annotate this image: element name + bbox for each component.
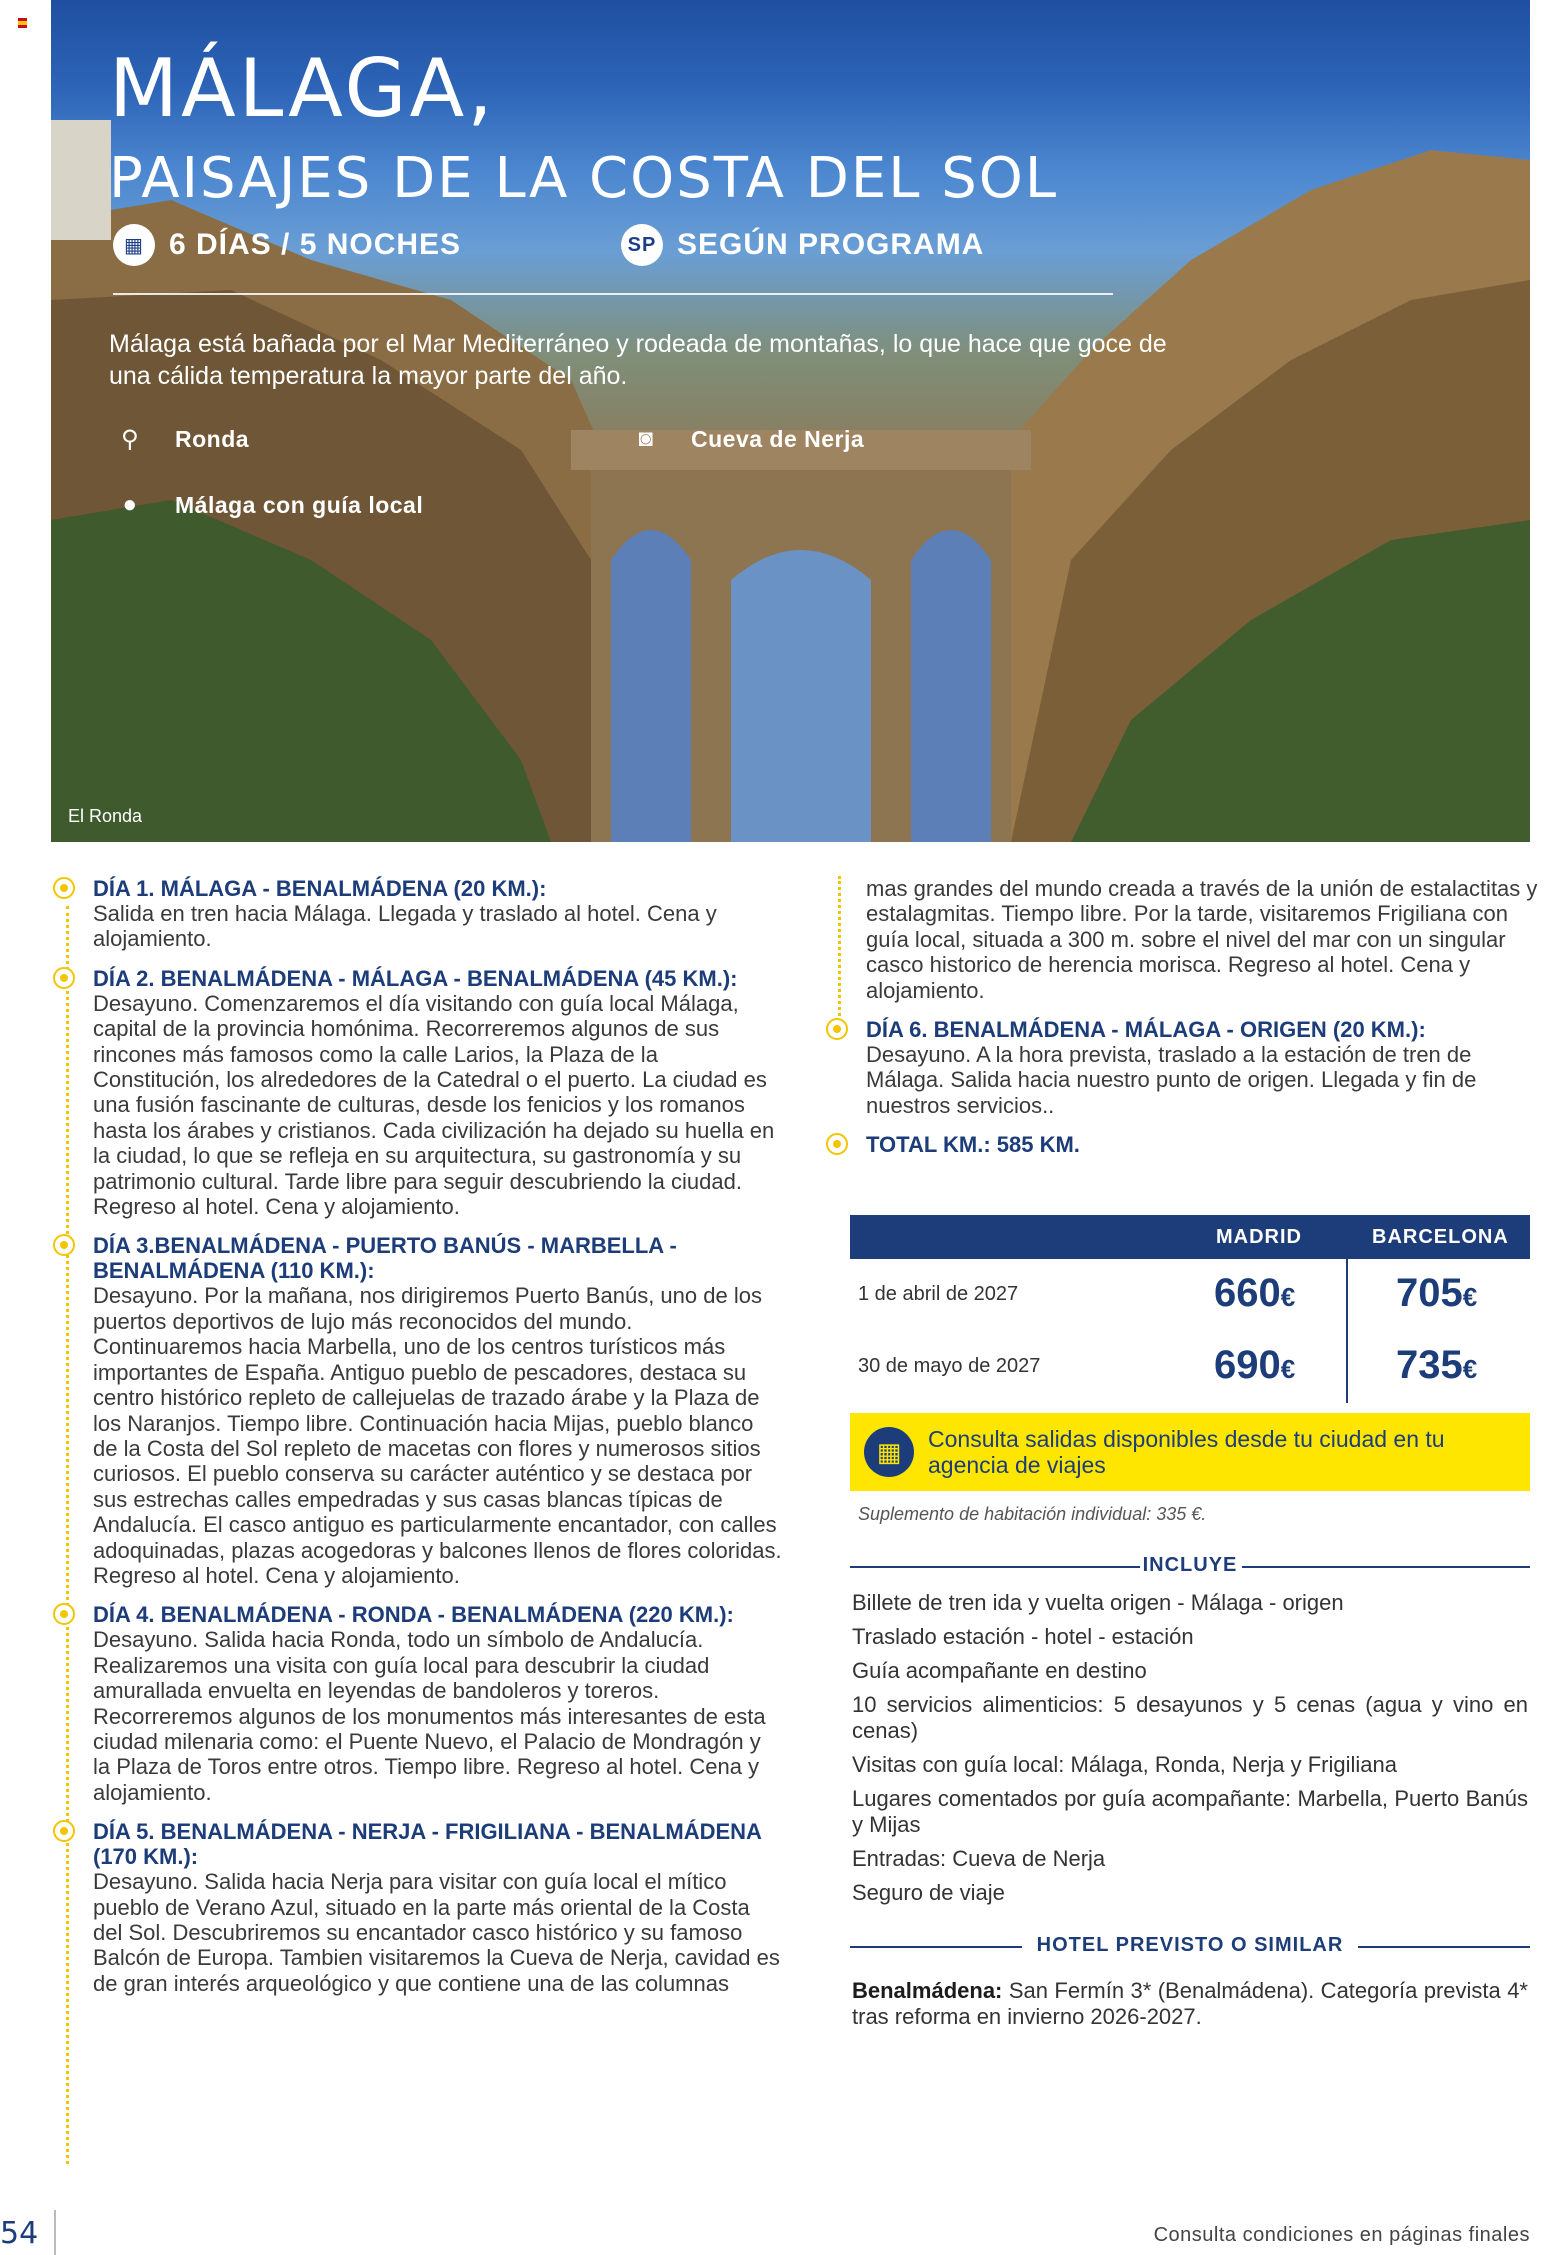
itinerary-day-4 [93, 1602, 783, 1805]
price-madrid: 690€ [1214, 1343, 1296, 1387]
highlight-malaga-guide [113, 488, 423, 522]
notice-text: Consulta salidas disponibles desde tu ciudad en tu agencia de viajes [928, 1426, 1445, 1478]
column-barcelona: BARCELONA [1372, 1226, 1509, 1248]
day-title: DÍA 3.BENALMÁDENA - PUERTO BANÚS - MARBELLA - BENALMÁDENA (110 KM.): [93, 1233, 677, 1284]
timeline-bullet-icon [826, 1018, 848, 1040]
speech-bubble-icon: ● [122, 491, 138, 518]
includes-item: Entradas: Cueva de Nerja [852, 1846, 1106, 1871]
includes-item: Lugares comentados por guía acompañante: Marbella, Puerto Banús y Mijas [852, 1786, 1528, 1837]
highlight-ronda [113, 422, 249, 456]
price-table-divider [1346, 1259, 1348, 1403]
hero-subtitle: PAISAJES DE LA COSTA DEL SOL [109, 146, 1059, 211]
departures-notice [850, 1413, 1530, 1491]
regime-label: SEGÚN PROGRAMA [677, 228, 985, 261]
day-title: DÍA 6. BENALMÁDENA - MÁLAGA - ORIGEN (20 KM.): [866, 1017, 1426, 1043]
day-text: Desayuno. Comenzaremos el día visitando con guía local Málaga, capital de la provincia homónima. Recorreremos algunos de sus rincones más famosos como la calle Larios, la Plaza de la Constitución, los alrededores de la Catedral o el puerto. La ciudad es una fusión fascinante de culturas, desde los fenicios y los romanos hasta los árabes y cristianos. Cada civilización ha dejado su huella en la ciudad, lo que se refleja en su arquitectura, su gastronomía y su patrimonio cultural. Tarde libre para seguir descubriendo la ciudad. Regreso al hotel. Cena y alojamiento. [93, 990, 775, 1220]
total-km: TOTAL KM.: 585 KM. [866, 1132, 1080, 1158]
column-madrid: MADRID [1216, 1226, 1302, 1248]
hotel-title: HOTEL PREVISTO O SIMILAR [1036, 1934, 1344, 1956]
day-text: Salida en tren hacia Málaga. Llegada y traslado al hotel. Cena y alojamiento. [93, 901, 717, 952]
timeline-bullet-icon [53, 1603, 75, 1625]
timeline-bullet-icon [826, 1133, 848, 1155]
day-text: mas grandes del mundo creada a través de la unión de estalactitas y estalagmitas. Tiempo libre. Por la tarde, visitaremos Frigiliana con guía local, situada a 300 m. sobre el nivel del mar con un singular casco historico de herencia morisca. Regreso al hotel. Cena y alojamiento. [866, 876, 1538, 1003]
highlight-label: Málaga con guía local [175, 491, 424, 518]
single-room-supplement: Suplemento de habitación individual: 335 €. [858, 1504, 1207, 1524]
footer-divider [54, 2210, 56, 2255]
day-title: DÍA 2. BENALMÁDENA - MÁLAGA - BENALMÁDENA (45 KM.): [93, 965, 738, 991]
hero-description: Málaga está bañada por el Mar Mediterráneo y rodeada de montañas, lo que hace que goce de una cálida temperatura la mayor parte del año. [109, 330, 1167, 390]
duration-label: 6 DÍAS / 5 NOCHES [169, 228, 462, 261]
includes-list [852, 1590, 1528, 1914]
departure-date: 1 de abril de 2027 [858, 1283, 1019, 1305]
itinerary-day-1 [93, 876, 783, 952]
highlight-cueva-nerja [629, 422, 864, 456]
itinerary-total [866, 1132, 1546, 1158]
hotel-place: Benalmádena: [852, 1978, 1003, 2003]
duration-badge [113, 222, 461, 268]
hero-title: MÁLAGA, [109, 42, 496, 135]
itinerary-day-5-continued [866, 876, 1546, 1003]
spain-flag-icon [18, 18, 27, 28]
day-text: Desayuno. Salida hacia Ronda, todo un símbolo de Andalucía. Realizaremos una visita con guía local para descubrir la ciudad amurallada envuelta en leyendas de bandoleros y toreros. Recorreremos algunos de los monumentos más interesantes de esta ciudad milenaria como: el Puente Nuevo, el Palacio de Mondragón y la Plaza de Toros entre otros. Tiempo libre. Regreso al hotel. Cena y alojamiento. [93, 1627, 766, 1805]
timeline-bullet-icon [53, 877, 75, 899]
includes-item: 10 servicios alimenticios: 5 desayunos y 5 cenas (agua y vino en cenas) [852, 1692, 1528, 1743]
price-row [850, 1331, 1530, 1403]
includes-item: Traslado estación - hotel - estación [852, 1624, 1194, 1649]
regime-badge [621, 222, 984, 268]
timeline-dots [66, 906, 69, 2164]
day-text: Desayuno. Por la mañana, nos dirigiremos Puerto Banús, uno de los puertos deportivos de lujo más reconocidos del mundo. Continuaremos hacia Marbella, uno de los centros turísticos más importantes de España. Antiguo pueblo de pescadores, destaca su centro histórico repleto de callejuelas de trazado árabe y la Plaza de los Naranjos. Tiempo libre. Continuación hacia Mijas, pueblo blanco de la Costa del Sol repleto de macetas con flores y numerosos sitios curiosos. El pueblo conserva su carácter auténtico y se destaca por sus estrechas calles empedradas y sus casas blancas típicas de Andalucía. El casco antiguo es particularmente encantador, con calles adoquinadas, plazas acogedoras y balcones llenos de flores coloridas. Regreso al hotel. Cena y alojamiento. [93, 1283, 782, 1588]
price-row [850, 1259, 1530, 1331]
departure-date: 30 de mayo de 2027 [858, 1355, 1041, 1377]
includes-item: Guía acompañante en destino [852, 1658, 1147, 1683]
itinerary-day-3 [93, 1233, 783, 1588]
calendar-icon: ▦ [864, 1427, 914, 1477]
price-table-header [850, 1215, 1530, 1259]
hotel-heading [850, 1932, 1530, 1962]
hero-image [51, 0, 1530, 842]
timeline-dots [838, 876, 841, 1016]
photo-caption: El Ronda [68, 806, 143, 826]
price-barcelona: 735€ [1396, 1343, 1478, 1387]
price-table [850, 1215, 1530, 1403]
price-madrid: 660€ [1214, 1271, 1296, 1315]
footer-note: Consulta condiciones en páginas finales [1153, 2224, 1530, 2246]
hotel-text: San Fermín 3* (Benalmádena). Categoría prevista 4* tras reforma en invierno 2026-2027. [852, 1978, 1528, 2029]
itinerary-left [93, 876, 783, 2010]
sp-badge-icon: SP [621, 224, 663, 266]
camera-icon: ◙ [638, 425, 654, 452]
includes-item: Visitas con guía local: Málaga, Ronda, Nerja y Frigiliana [852, 1752, 1397, 1777]
day-title: DÍA 4. BENALMÁDENA - RONDA - BENALMÁDENA (220 KM.): [93, 1602, 734, 1628]
highlight-label: Cueva de Nerja [691, 425, 865, 452]
day-title: DÍA 1. MÁLAGA - BENALMÁDENA (20 KM.): [93, 876, 547, 901]
location-pin-icon: ⚲ [120, 425, 140, 453]
day-title: DÍA 5. BENALMÁDENA - NERJA - FRIGILIANA - BENALMÁDENA (170 KM.): [93, 1819, 762, 1870]
hero-divider [113, 293, 1113, 295]
page-number: 54 [0, 2216, 39, 2251]
itinerary-day-6 [866, 1017, 1546, 1118]
day-text: Desayuno. Salida hacia Nerja para visitar con guía local el mítico pueblo de Verano Azul, situado en la parte más oriental de la Costa del Sol. Descubriremos su encantador casco histórico y su famoso Balcón de Europa. Tambien visitaremos la Cueva de Nerja, cavidad es de gran interés arqueológico y que contiene una de las columnas [93, 1869, 780, 1996]
includes-title: INCLUYE [1142, 1554, 1238, 1576]
includes-item: Billete de tren ida y vuelta origen - Málaga - origen [852, 1590, 1344, 1615]
price-barcelona: 705€ [1396, 1271, 1478, 1315]
itinerary-day-5 [93, 1819, 783, 1996]
highlight-label: Ronda [175, 425, 250, 452]
timeline-bullet-icon [53, 1820, 75, 1842]
includes-item: Seguro de viaje [852, 1880, 1005, 1905]
itinerary-right [866, 876, 1546, 1172]
timeline-bullet-icon [53, 1234, 75, 1256]
day-text: Desayuno. A la hora prevista, traslado a la estación de tren de Málaga. Salida hacia nuestro punto de origen. Llegada y fin de nuestros servicios.. [866, 1042, 1477, 1118]
timeline-bullet-icon [53, 967, 75, 989]
calendar-icon: ▦ [113, 224, 155, 266]
hotel-info [852, 1978, 1528, 2030]
itinerary-day-2 [93, 966, 783, 1220]
includes-heading [850, 1552, 1530, 1582]
